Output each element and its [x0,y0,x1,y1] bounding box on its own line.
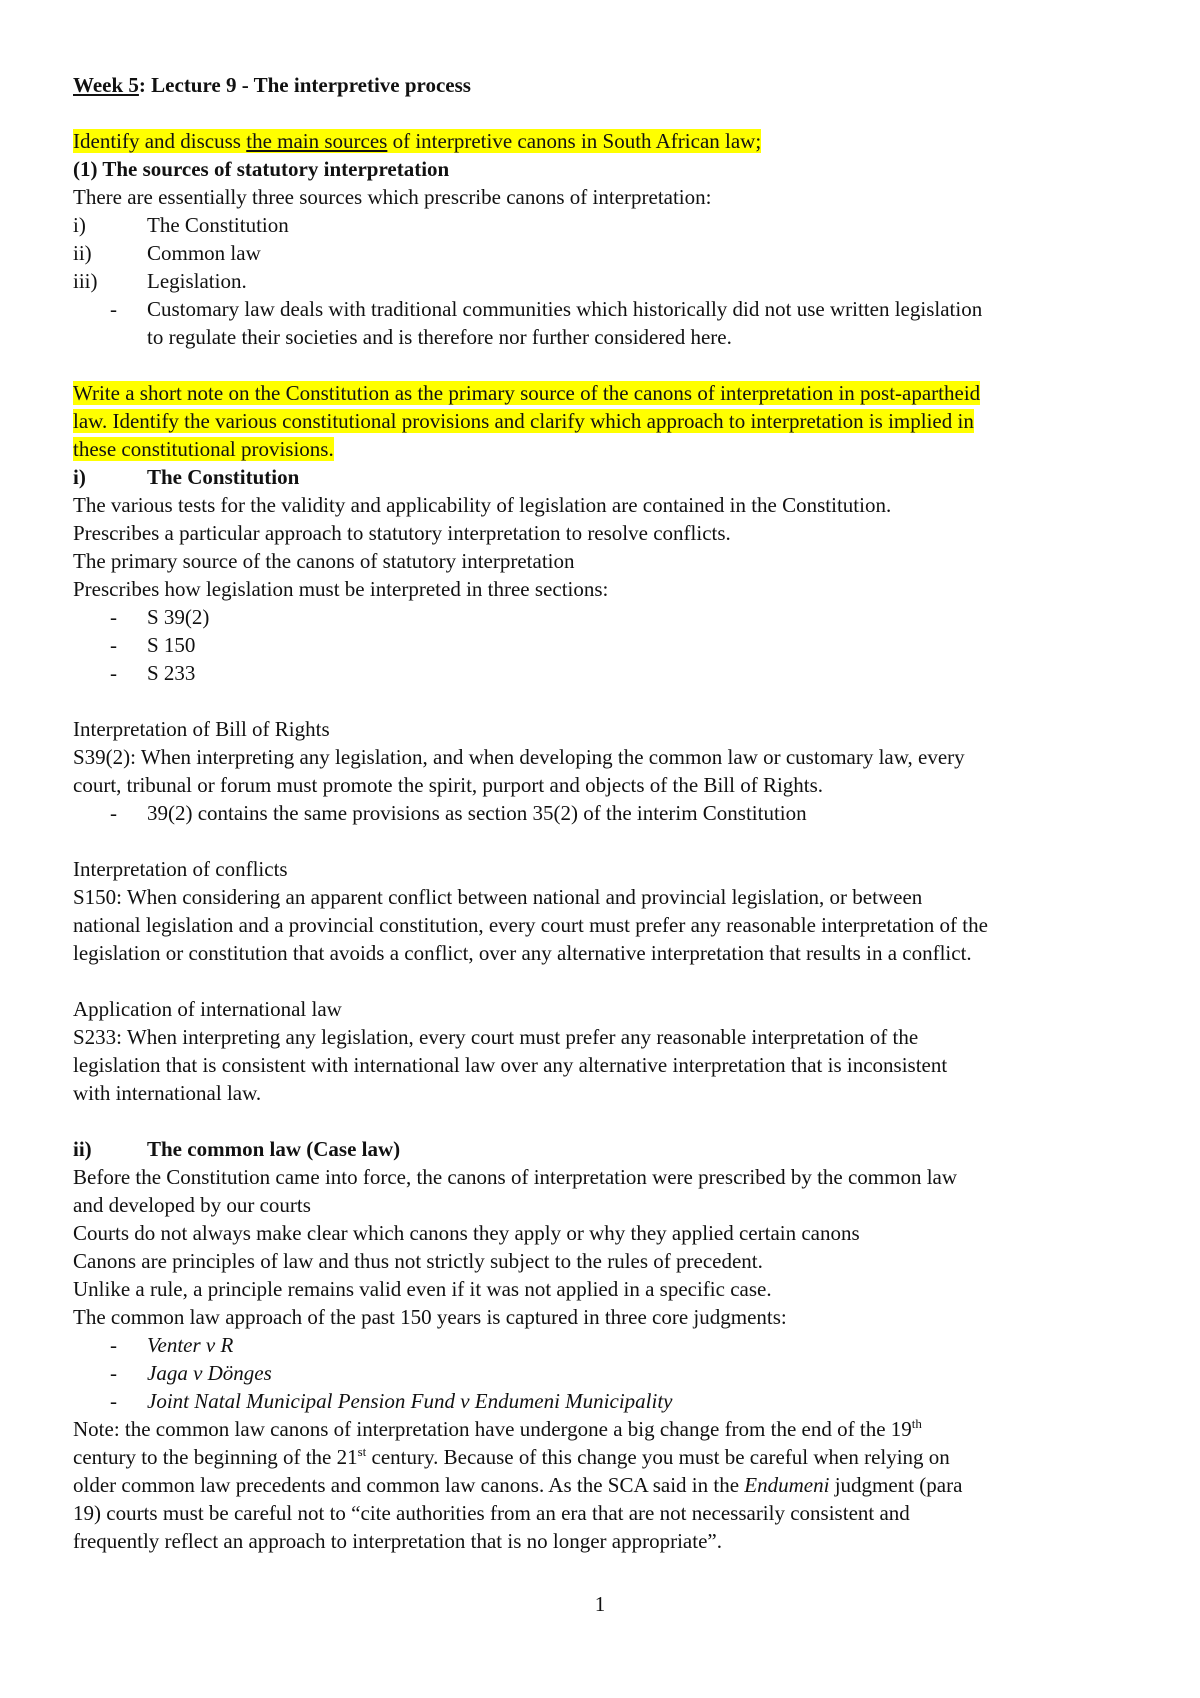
subheading-bill-of-rights: Interpretation of Bill of Rights [73,717,330,741]
paragraph: The common law approach of the past 150 years is captured in three core judgments: [73,1305,787,1329]
paragraph: There are essentially three sources which prescribe canons of interpretation: [73,185,712,209]
subheading-conflicts: Interpretation of conflicts [73,857,288,881]
paragraph: S39(2): When interpreting any legislation, and when developing the common law or customary law, every [73,745,965,769]
bullet-section: - S 150 [110,633,196,657]
section-heading-constitution: i) The Constitution [73,465,300,489]
subheading-international-law: Application of international law [73,997,342,1021]
paragraph: Courts do not always make clear which canons they apply or why they applied certain canons [73,1221,860,1245]
paragraph: S233: When interpreting any legislation, every court must prefer any reasonable interpretation of the [73,1025,919,1049]
list-item: ii) Common law [73,241,261,265]
question-sources: Identify and discuss the main sources of interpretive canons in South African law; [73,129,762,153]
list-item: i) The Constitution [73,213,289,237]
page-number: 1 [594,1592,606,1616]
section-heading-common-law: ii) The common law (Case law) [73,1137,401,1161]
document-title [73,71,1140,99]
case-item: - Joint Natal Municipal Pension Fund v Endumeni Municipality [110,1389,673,1413]
bullet-customary-law: - Customary law deals with traditional communities which historically did not use written legislation to regulate their societies and is therefore nor further considered here. [110,297,983,349]
paragraph: legislation that is consistent with international law over any alternative interpretation that is inconsistent [73,1053,948,1077]
bullet-interim-constitution: - 39(2) contains the same provisions as section 35(2) of the interim Constitution [110,801,807,825]
paragraph: national legislation and a provincial constitution, every court must prefer any reasonable interpretation of the [73,913,988,937]
case-item: - Jaga v Dönges [110,1361,272,1385]
note-paragraph: Note: the common law canons of interpretation have undergone a big change from the end of the 19th century to the beginning of the 21st century. Because of this change you must be careful when relying on older common law precedents and common law canons. As the SCA said in the Endumeni judgment (para 19) courts must be careful not to “cite authorities from an era that are not necessarily consistent and frequently reflect an approach to interpretation that is no longer appropriate”. [73,1416,963,1553]
bullet-section: - S 39(2) [110,605,210,629]
paragraph: court, tribunal or forum must promote the spirit, purport and objects of the Bill of Rights. [73,773,824,797]
paragraph: The primary source of the canons of statutory interpretation [73,549,575,573]
paragraph: with international law. [73,1081,262,1105]
paragraph: The various tests for the validity and applicability of legislation are contained in the Constitution. [73,493,892,517]
paragraph: Canons are principles of law and thus not strictly subject to the rules of precedent. [73,1249,763,1273]
list-item: iii) Legislation. [73,269,247,293]
case-item: - Venter v R [110,1333,234,1357]
paragraph: Before the Constitution came into force, the canons of interpretation were prescribed by the common law [73,1165,958,1189]
lecture-title: : Lecture 9 - The interpretive process [138,73,471,97]
week-label: Week 5 [73,73,139,97]
paragraph: S150: When considering an apparent conflict between national and provincial legislation, or between [73,885,923,909]
section-heading-sources: (1) The sources of statutory interpretation [73,157,450,181]
paragraph: Prescribes how legislation must be interpreted in three sections: [73,577,609,601]
question-constitution: Write a short note on the Constitution as the primary source of the canons of interpretation in post-apartheid law. Identify the various constitutional provisions and clarify which approach to interpretation is implied in these constitutional provisions. [73,381,981,461]
paragraph: legislation or constitution that avoids a conflict, over any alternative interpretation that results in a conflict. [73,941,972,965]
paragraph: Unlike a rule, a principle remains valid even if it was not applied in a specific case. [73,1277,772,1301]
paragraph: Prescribes a particular approach to statutory interpretation to resolve conflicts. [73,521,731,545]
paragraph: and developed by our courts [73,1193,311,1217]
main-sources-phrase: the main sources [246,129,388,153]
bullet-section: - S 233 [110,661,196,685]
